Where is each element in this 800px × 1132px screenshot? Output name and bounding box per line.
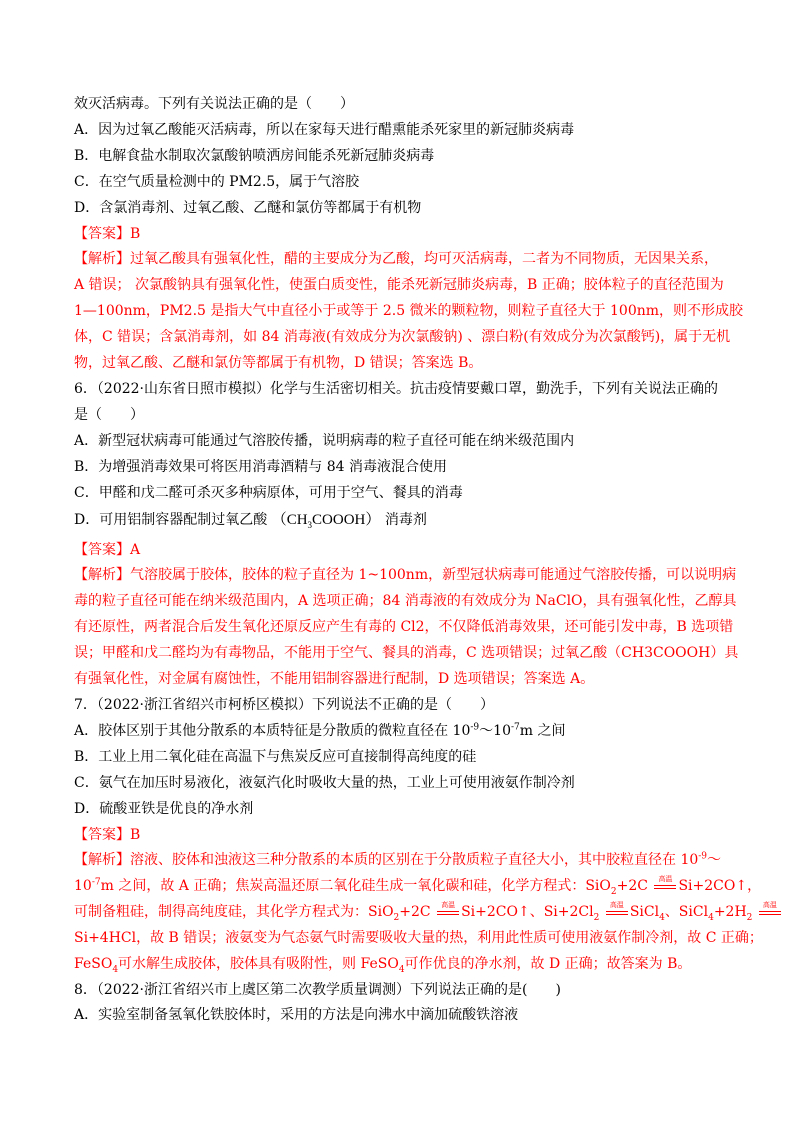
answer-value: A [130, 542, 141, 558]
q5-analysis-line-4: 体，C 错误；含氯消毒剂，如 84 消毒液(有效成分为次氯酸钠) 、漂白粉(有效成分为次氯酸钙)，属于无机 [74, 329, 731, 345]
subscript: 4 [659, 912, 665, 923]
q6-option-a: A．新型冠状病毒可能通过气溶胶传播，说明病毒的粒子直径可能在纳米级范围内 [74, 433, 575, 449]
analysis-text: +2C [616, 878, 648, 894]
q6-option-b: B．为增强消毒效果可将医用消毒酒精与 84 消毒液混合使用 [74, 459, 448, 475]
q7-analysis-line-2 [74, 875, 762, 897]
analysis-text: +2H [713, 904, 747, 920]
condition-label: 高温 [762, 901, 777, 909]
q6-analysis-line-3: 有还原性，两者混合后发生氧化还原反应产生有毒的 Cl2，不仅降低消毒效果，还可能引发中毒，B 选项错 [74, 619, 734, 635]
q6-analysis-line-2: 毒的粒子直径可能在纳米级范围内，A 选项正确；84 消毒液的有效成分为 NaClO，具有强氧化性，乙醇具 [74, 593, 737, 609]
q7-analysis-line-3 [74, 901, 777, 923]
q6-analysis-line-4: 误；甲醛和戊二醛均为有毒物品，不能用于空气、餐具的消毒，C 选项错误；过氧乙酸（CH3COOOH）具 [74, 645, 739, 661]
condition-label: 高温 [609, 901, 624, 909]
reaction-condition-arrow [757, 901, 783, 918]
analysis-text: 、SiCl [664, 904, 709, 920]
q6-answer [74, 541, 734, 559]
reaction-condition-arrow [652, 875, 678, 892]
option-a-text: ～10 [479, 723, 511, 739]
q6-stem-line-1: 6．（2022·山东省日照市模拟）化学与生活密切相关。抗击疫情要戴口罩，勤洗手，下列有关说法正确的 [74, 381, 718, 397]
option-d-text: D．可用铝制容器配制过氧乙酸 [74, 512, 268, 528]
q5-stem: 效灭活病毒。下列有关说法正确的是（ ） [74, 96, 354, 112]
q5-option-d: D．含氯消毒剂、过氧乙酸、乙醚和氯仿等都属于有机物 [74, 200, 422, 216]
q7-option-b: B．工业上用二氧化硅在高温下与焦炭反应可直接制得高纯度的硅 [74, 749, 477, 765]
q5-analysis-line-3: 1—100nm，PM2.5 是指大气中直径小于或等于 2.5 微米的颗粒物，则粒子直径大于 100nm，则不形成胶 [74, 303, 744, 319]
analysis-text: 可制备粗硅，制得高纯度硅，其化学方程式为：SiO [74, 904, 394, 920]
analysis-text: 10 [74, 878, 92, 894]
reaction-condition-arrow [435, 901, 461, 918]
subscript: 4 [398, 964, 405, 975]
q7-analysis-line-1 [74, 851, 734, 869]
q5-option-c: C．在空气质量检测中的 PM2.5，属于气溶胶 [74, 174, 360, 190]
answer-value: B [130, 226, 141, 242]
exponent: -9 [698, 851, 708, 862]
q6-analysis-line-1 [74, 566, 737, 584]
exponent: -7 [91, 877, 101, 888]
analysis-text: 溶液、胶体和浊液这三种分散系的本质的区别在于分散质粒子直径大小，其中胶粒直径在 10 [130, 852, 699, 868]
subscript: 2 [393, 912, 400, 923]
q8-stem: 8．（2022·浙江省绍兴市上虞区第二次教学质量调测）下列说法正确的是( ) [74, 982, 561, 998]
subscript: 2 [593, 912, 600, 923]
q8-option-a: A．实验室制备氢氧化铁胶体时，采用的方法是向沸水中滴加硫酸铁溶液 [74, 1007, 519, 1023]
q7-option-c: C．氨气在加压时易液化，液氨汽化时吸收大量的热，工业上可使用液氨作制冷剂 [74, 775, 575, 791]
exponent: -9 [470, 722, 480, 733]
answer-tag: 【答案】 [74, 827, 130, 843]
q7-stem: 7．（2022·浙江省绍兴市柯桥区模拟）下列说法不正确的是（ ） [74, 697, 494, 713]
q7-analysis-line-4: Si+4HCl，故 B 错误；液氨变为气态氨气时需要吸收大量的热，利用此性质可使用液氨作制冷剂，故 C 正确； [74, 930, 763, 946]
q5-analysis-line-5: 物，过氧乙酸、乙醚和氯仿等都属于有机物，D 错误；答案选 B。 [74, 355, 483, 371]
q5-option-b: B．电解食盐水制取次氯酸钠喷洒房间能杀死新冠肺炎病毒 [74, 148, 435, 164]
analysis-tag: 【解析】 [74, 567, 130, 583]
q5-analysis-line-2: A 错误； 次氯酸钠具有强氧化性，使蛋白质变性，能杀死新冠肺炎病毒，B 正确；胶体粒子的直径范围为 [74, 277, 724, 293]
q5-option-a: A．因为过氧乙酸能灭活病毒，所以在家每天进行醋熏能杀死家里的新冠肺炎病毒 [74, 122, 575, 138]
q7-option-a [74, 722, 734, 740]
answer-tag: 【答案】 [74, 226, 130, 242]
analysis-text: 过氧乙酸具有强氧化性，醋的主要成分为乙酸，均可灭活病毒，二者为不同物质，无因果关系， [130, 251, 718, 267]
q5-analysis-line-1 [74, 250, 734, 268]
answer-value: B [130, 827, 141, 843]
formula-peracetic-acid: $(CH_3COOOH)$ [271, 512, 381, 530]
q6-analysis-line-5: 有强氧化性，对金属有腐蚀性，不能用铝制容器进行配制，D 选项错误；答案选 A。 [74, 671, 595, 687]
analysis-text: Si+2CO↑， [678, 878, 762, 894]
q5-answer [74, 225, 734, 243]
exponent: -7 [510, 722, 520, 733]
analysis-text: m 之间，故 A 正确；焦炭高温还原二氧化硅生成一氧化碳和硅，化学方程式：SiO [100, 878, 611, 894]
answer-tag: 【答案】 [74, 542, 130, 558]
q7-option-d: D．硫酸亚铁是优良的净水剂 [74, 801, 254, 817]
analysis-text: SiCl [629, 904, 660, 920]
option-d-tail: 消毒剂 [384, 512, 427, 528]
subscript: 2 [610, 886, 617, 897]
analysis-tag: 【解析】 [74, 852, 130, 868]
option-a-text: m 之间 [519, 723, 566, 739]
condition-label: 高温 [441, 901, 456, 909]
analysis-text: FeSO [74, 956, 113, 972]
subscript: 2 [746, 912, 753, 923]
analysis-text: 可作优良的净水剂，故 D 正确；故答案为 B。 [404, 956, 692, 972]
analysis-text: 气溶胶属于胶体，胶体的粒子直径为 1~100nm，新型冠状病毒可能通过气溶胶传播，可以说明病 [130, 567, 737, 583]
analysis-text: 可水解生成胶体，胶体具有吸附性，则 FeSO [118, 956, 399, 972]
subscript: 4 [708, 912, 714, 923]
q6-option-d [74, 511, 734, 529]
option-a-text: A．胶体区别于其他分散系的本质特征是分散质的微粒直径在 10 [74, 723, 471, 739]
analysis-text: +2C [399, 904, 431, 920]
analysis-text: Si+2CO↑、Si+2Cl [461, 904, 594, 920]
q7-answer [74, 826, 734, 844]
subscript: 4 [112, 964, 119, 975]
analysis-tag: 【解析】 [74, 251, 130, 267]
analysis-text: ～ [707, 852, 722, 868]
q6-option-c: C．甲醛和戊二醛可杀灭多种病原体，可用于空气、餐具的消毒 [74, 485, 463, 501]
q6-stem-line-2: 是（ ） [74, 407, 144, 423]
condition-label: 高温 [658, 875, 673, 883]
reaction-condition-arrow [604, 901, 630, 918]
q7-analysis-line-5 [74, 955, 734, 973]
